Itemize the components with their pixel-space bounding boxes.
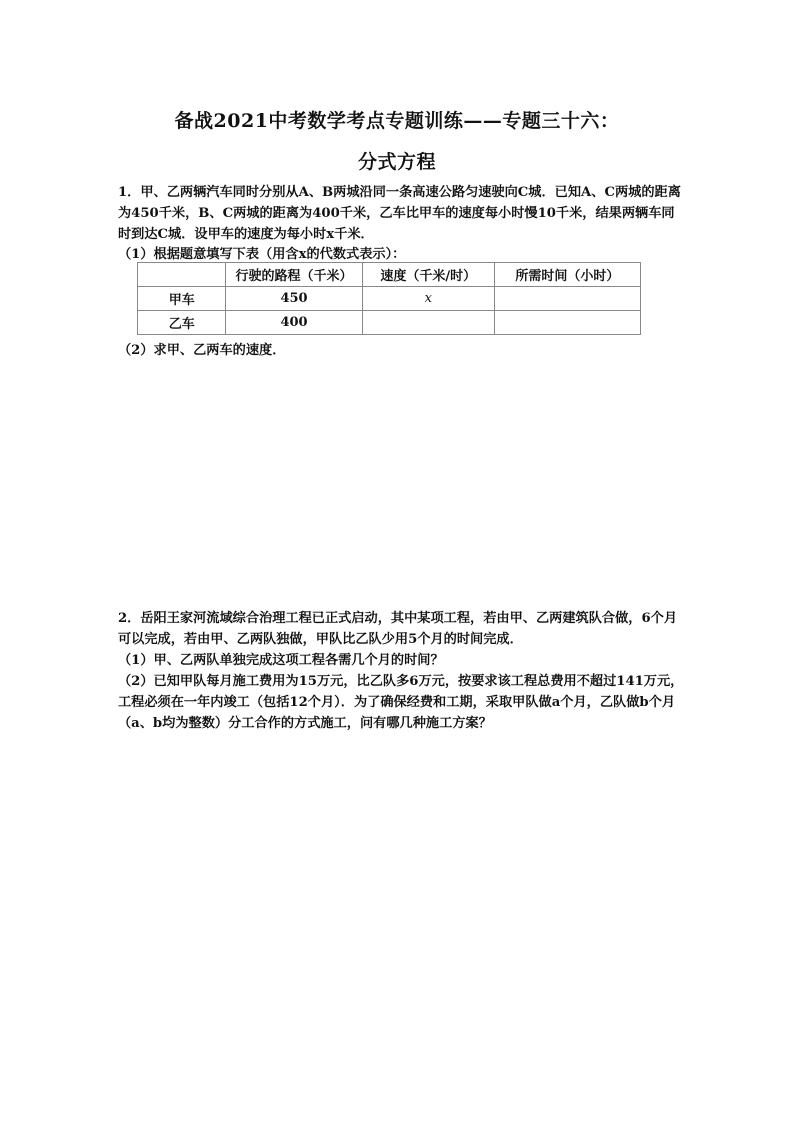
question-1-part-2: （2）求甲、乙两车的速度． [118, 343, 286, 358]
table-header-cell: 速度（千米/时） [362, 263, 494, 287]
table-cell: x [362, 287, 494, 311]
table-cell: 450 [226, 287, 362, 311]
table-header-cell: 所需时间（小时） [494, 263, 640, 287]
table-cell [494, 287, 640, 311]
table-row [138, 311, 641, 335]
table-header-cell [138, 263, 226, 287]
question-1-text: 1．甲、乙两辆汽车同时分别从A、B两城沿同一条高速公路匀速驶向C城．已知A、C两城的距离为450千米，B、C两城的距离为400千米，乙车比甲车的速度每小时慢10千米，结果两辆车同时到达C城．设甲车的速度为每小时x千米． [118, 185, 681, 242]
table-row [138, 287, 641, 311]
question-2-block [118, 608, 686, 734]
page-subtitle: 分式方程 [357, 151, 436, 173]
table-header-row [138, 263, 641, 287]
table-header-cell: 行驶的路程（千米） [226, 263, 362, 287]
speed-table [137, 262, 641, 335]
question-2-part-2: （2）已知甲队每月施工费用为15万元，比乙队多6万元，按要求该工程总费用不超过141万元，工程必须在一年内竣工（包括12个月）．为了确保经费和工期，采取甲队做a个月，乙队做b个月（a、b均为整数）分工合作的方式施工，问有哪几种施工方案？ [118, 674, 684, 731]
table-cell [362, 311, 494, 335]
table-cell: 乙车 [138, 311, 226, 335]
table-cell: 400 [226, 311, 362, 335]
question-1-part-1: （1）根据题意填写下表（用含x的代数式表示）： [118, 247, 406, 262]
table-cell [494, 311, 640, 335]
page-title: 备战2021中考数学考点专题训练——专题三十六： [174, 110, 620, 132]
question-2-part-1: （1）甲、乙两队单独完成这项工程各需几个月的时间？ [118, 653, 444, 668]
question-2-text: 2．岳阳王家河流域综合治理工程已正式启动，其中某项工程，若由甲、乙两建筑队合做，6个月可以完成，若由甲、乙两队独做，甲队比乙队少用5个月的时间完成． [118, 611, 678, 647]
table-cell: 甲车 [138, 287, 226, 311]
